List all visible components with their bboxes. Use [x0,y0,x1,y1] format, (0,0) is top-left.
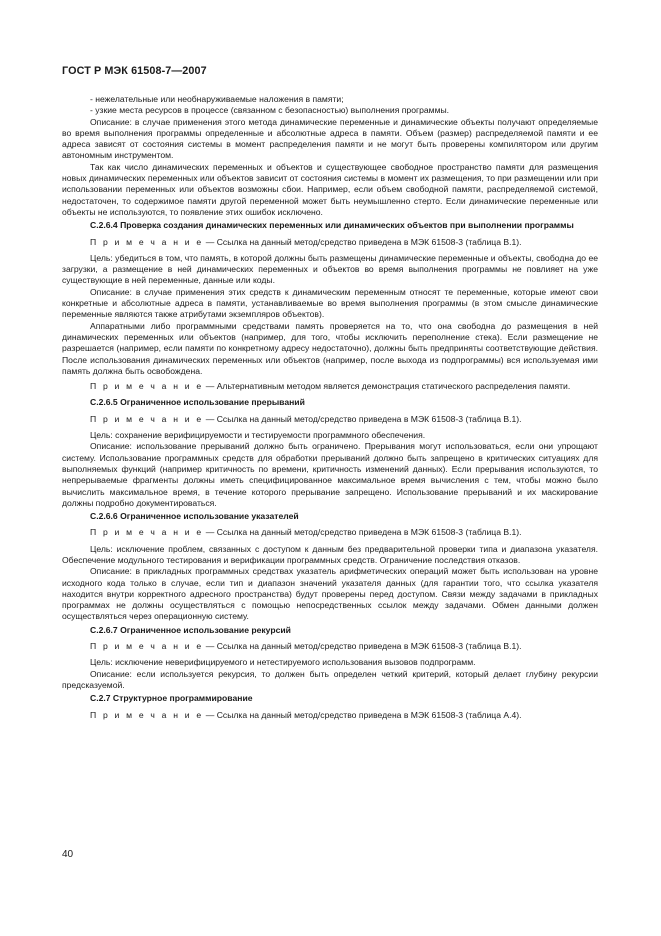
note-text: — Ссылка на данный метод/средство приведена в МЭК 61508-3 (таблица A.4). [203,709,522,720]
paragraph: Описание: использование прерываний должно быть ограничено. Прерывания могут использоваться, если они упрощают систему. Использование программных средств для обработки прерываний должно быть запрещено в критических ситуациях для выполняемых функций (например критичность по времени, критичность изменений данных). Если прерывания используются, то непрерываемые фрагменты должны иметь специфицированное максимальное время вычисления с тем, чтобы можно было вычислить максимальное время, в течение которого прерывание запрещено. Использование прерываний и их маскирование должны подробно документироваться. [62,441,598,508]
page-body [62,94,598,726]
list-item: - нежелательные или необнаруживаемые наложения в памяти; [90,94,344,104]
note-label: П р и м е ч а н и е [90,381,204,392]
note [62,641,598,652]
section-heading: C.2.6.5 Ограниченное использование прерываний [90,397,305,408]
note-label: П р и м е ч а н и е [90,236,204,247]
paragraph: Цель: исключение проблем, связанных с доступом к данным без предварительной проверки типа и диапазона указателя. Обеспечение модульного тестирования и верификации программных средств. Ограничение последствия отказов. [62,543,598,565]
note-label: П р и м е ч а н и е [90,527,204,538]
section-heading: C.2.6.6 Ограниченное использование указателей [90,511,299,522]
section-heading: C.2.6.4 Проверка создания динамических переменных или динамических объектов при выполнении программы [90,220,574,231]
list-item: - узкие места ресурсов в процессе (связанном с безопасностью) выполнения программы. [90,105,450,116]
paragraph: Цель: сохранение верифицируемости и тестируемости программного обеспечения. [90,430,426,441]
note [62,381,598,392]
note-label: П р и м е ч а н и е [90,413,204,424]
note-text: — Ссылка на данный метод/средство приведена в МЭК 61508-3 (таблица B.1). [203,527,522,538]
paragraph: Цель: исключение неверифицируемого и нетестируемого использования вызовов подпрограмм. [90,657,476,668]
document-header: ГОСТ Р МЭК 61508-7—2007 [62,65,207,77]
page-number: 40 [62,849,74,860]
paragraph: Описание: в случае применения этих средств к динамическим переменным относят те переменные, которые имеют свои конкретные и абсолютные адреса в памяти, устанавливаемые во время выполнения программы (в этом смысле динамические переменные являются также атрибутами экземпляров объектов). [62,286,598,320]
note [62,414,598,425]
paragraph: Цель: убедиться в том, что память, в которой должны быть размещены динамические переменные и объекты, свободна до ее загрузки, а размещение в ней динамических переменных и объектов во время выполнения программы не повлияет на уже существующие в ней переменные, данные или коды. [62,252,598,286]
note-label: П р и м е ч а н и е [90,641,204,652]
note-label: П р и м е ч а н и е [90,709,204,720]
note [62,237,598,248]
paragraph: Так как число динамических переменных и объектов и существующее свободное пространство памяти для размещения новых динамических переменных или объектов зависит от состояния системы в момент их размещения, то при размещении или при использовании переменных или объектов возможны сбои. Например, если объем свободной памяти, распределяемой системой, недостаточен, то содержимое памяти другой переменной может быть неумышленно стерто. Если динамические переменные или объекты не используются, то появление этих ошибок исключено. [62,161,598,217]
note-text: — Ссылка на данный метод/средство приведена в МЭК 61508-3 (таблица B.1). [203,236,522,247]
note-text: — Альтернативным методом является демонстрация статического распределения памяти. [203,381,571,392]
paragraph: Описание: в прикладных программных средствах указатель арифметических операций может быть использован на уровне исходного кода только в случае, если тип и диапазон значений указателя данных (для гарантии того, что ссылка указателя находится внутри корректного адресного пространства) будут проверены перед доступом. Связи между задачами в прикладных программах не должны осуществляться с помощью непосредственных ссылок между задачами. Обмен данными должен осуществляться через операционную систему. [62,566,598,622]
section-heading: C.2.6.7 Ограниченное использование рекурсий [90,624,291,635]
paragraph: Описание: в случае применения этого метода динамические переменные и динамические объекты получают определяемые во время выполнения программы определенные и абсолютные адреса в памяти. Объем (размер) распределяемой памяти и ее адреса зависят от состояния системы в момент распределения памяти и не могут быть проверены компилятором или другим автономным инструментом. [62,116,598,161]
note-text: — Ссылка на данный метод/средство приведена в МЭК 61508-3 (таблица B.1). [203,413,522,424]
note [62,527,598,538]
paragraph: Аппаратными либо программными средствами память проверяется на то, что она свободна до размещения в ней динамических переменных или объектов (например, для того, чтобы исключить переполнение стека). Если размещение не разрешается (например, если памяти по конкретному адресу недостаточно), должны быть предприняты соответствующие действия. После использования динамических переменных или объектов (например, после выхода из подпрограммы) вся используемая ими память должна быть освобождена. [62,320,598,376]
section-heading: C.2.7 Структурное программирование [90,693,253,704]
note-text: — Ссылка на данный метод/средство приведена в МЭК 61508-3 (таблица B.1). [203,641,522,652]
paragraph: Описание: если используется рекурсия, то должен быть определен четкий критерий, который делает глубину рекурсии предсказуемой. [62,668,598,690]
note [62,710,598,721]
